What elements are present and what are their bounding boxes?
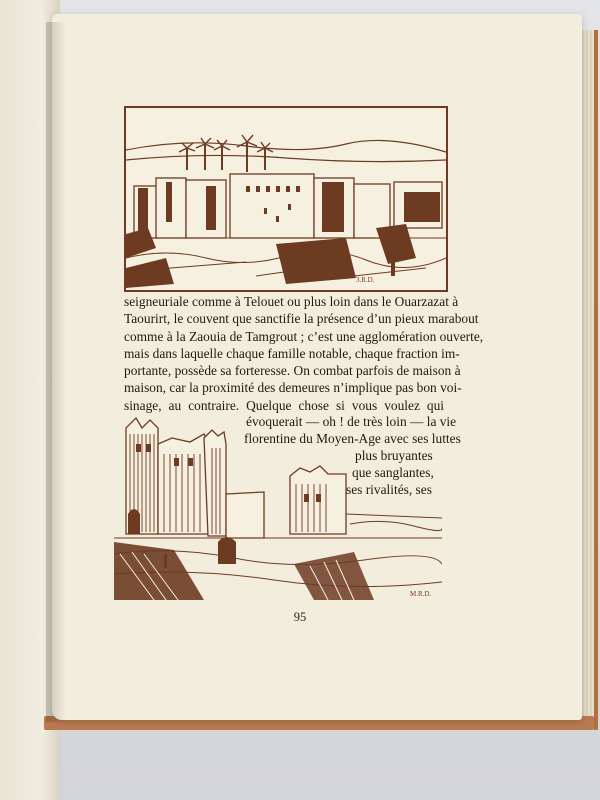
text-line: sinage, au contraire. Quelque chose si vous voulez qui [124,397,444,413]
illustration-kasbah-village-drawing [126,108,446,290]
text-line: seigneuriale comme à Telouet ou plus loin dans le Ouarzazat à [124,294,459,309]
runaround-text-line: ses rivalités, ses [346,482,432,497]
runaround-text-line: évoquerait — oh ! de très loin — la vie [246,414,457,429]
text-line: mais dans laquelle chaque famille notable, chaque fraction im- [124,345,460,361]
runaround-text-line: florentine du Moyen-Age avec ses luttes [244,431,461,446]
page-number: 95 [293,610,307,624]
text-line: comme à la Zaouia de Tamgrout ; c’est une agglomération ouverte, [124,328,484,344]
runaround-text-line: que sanglantes, [352,465,434,480]
text-line: maison, car la proximité des demeures n’implique pas bon voi- [124,380,462,396]
text-line: portante, possède sa forteresse. On combat parfois de maison à [124,363,461,379]
illustration-bottom-signature: M.R.D. [410,590,432,598]
illustration-top-signature: 3.R.D. [356,276,375,284]
illustration-kasbah-village [124,106,448,292]
illustration-kasbah-towers-drawing [114,414,442,602]
illustration-kasbah-towers [112,412,444,604]
body-paragraph [124,293,484,414]
text-line: Taourirt, le couvent que sanctifie la présence d’un pieux marabout [124,311,479,327]
runaround-text-line: plus bruyantes [355,448,433,463]
